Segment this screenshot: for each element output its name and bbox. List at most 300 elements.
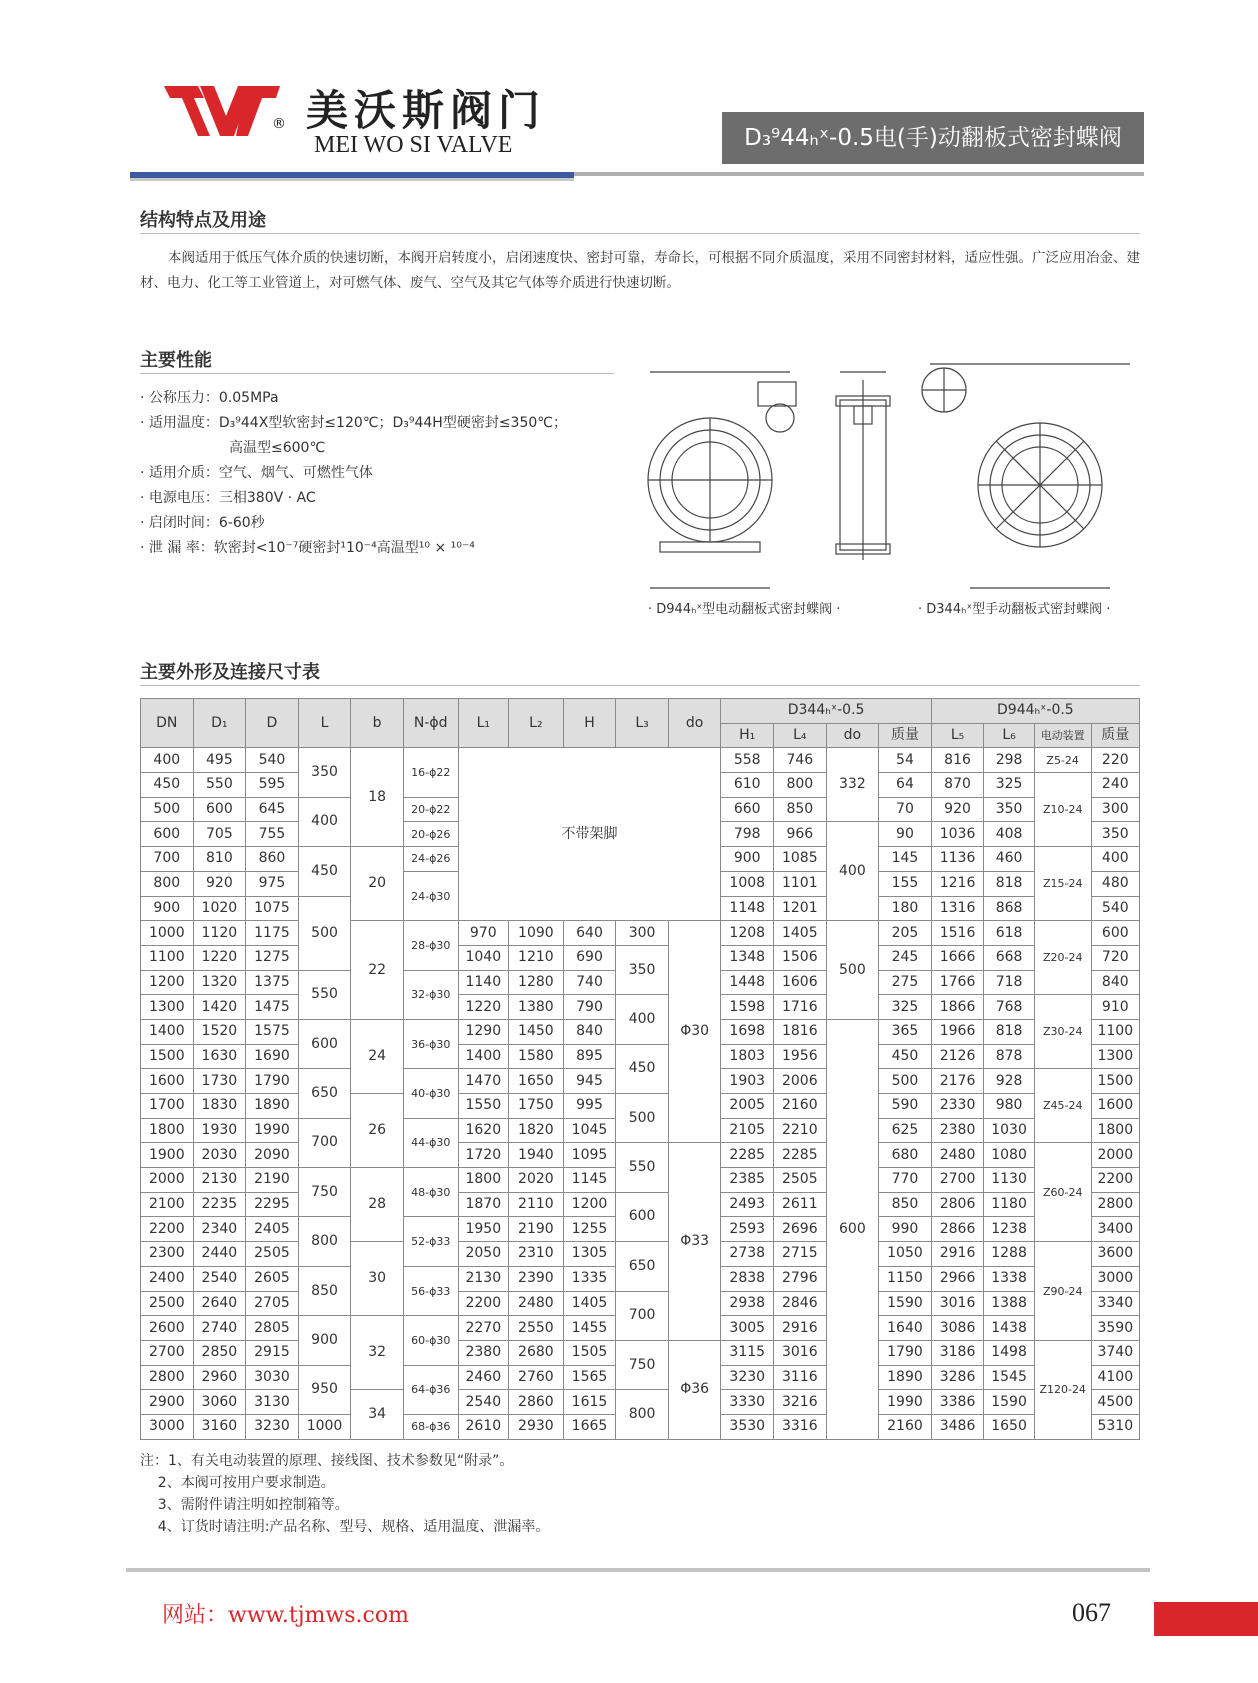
- cell-drive: Z15-24: [1034, 847, 1091, 921]
- cell-l1: 2130: [458, 1266, 508, 1291]
- cell-l: 500: [298, 896, 351, 970]
- cell-l5: 1216: [931, 871, 984, 896]
- perf-item: · 电源电压：三相380V · AC: [140, 490, 316, 506]
- table-row: [141, 1340, 1140, 1365]
- cell-l4: 2160: [774, 1094, 827, 1119]
- cell-l1: 2540: [458, 1390, 508, 1415]
- cell-nd: 60-ϕ30: [403, 1316, 458, 1365]
- manual-valve-front-drawing: [922, 364, 1130, 588]
- cell-h1: 1148: [721, 896, 774, 921]
- cell-l: 950: [298, 1365, 351, 1414]
- cell-mass1: 90: [879, 822, 932, 847]
- cell-l1: 2610: [458, 1414, 508, 1439]
- cell-h1: 1208: [721, 921, 774, 946]
- cell-dn: 2800: [141, 1365, 194, 1390]
- cell-mass2: 480: [1091, 871, 1139, 896]
- cell-drive: Z10-24: [1034, 773, 1091, 847]
- cell-l1: 2270: [458, 1316, 508, 1341]
- cell-l5: 1866: [931, 995, 984, 1020]
- cell-b: 34: [351, 1390, 404, 1439]
- cell-d1: 2440: [193, 1242, 246, 1267]
- cell-mass1: 1150: [879, 1266, 932, 1291]
- cell-dn: 2000: [141, 1168, 194, 1193]
- cell-l2: 1280: [509, 970, 564, 995]
- perf-item: · 启闭时间：6-60秒: [140, 515, 265, 531]
- cell-h1: 3230: [721, 1365, 774, 1390]
- cell-mass2: 3590: [1091, 1316, 1139, 1341]
- cell-l2: 2310: [509, 1242, 564, 1267]
- cell-l3: 300: [616, 921, 669, 946]
- section-title-dimensions: 主要外形及连接尺寸表: [140, 662, 320, 683]
- cell-l6: 1545: [984, 1365, 1034, 1390]
- cell-l1: 1400: [458, 1044, 508, 1069]
- cell-dn: 1400: [141, 1019, 194, 1044]
- cell-dn: 450: [141, 773, 194, 798]
- cell-b: 18: [351, 748, 404, 847]
- cell-h1: 3115: [721, 1340, 774, 1365]
- cell-d: 1075: [246, 896, 299, 921]
- cell-l6: 298: [984, 748, 1034, 773]
- cell-l3: 650: [616, 1242, 669, 1291]
- cell-h: 1455: [563, 1316, 616, 1341]
- notes: [140, 1450, 549, 1538]
- cell-l1: 2050: [458, 1242, 508, 1267]
- cell-l4: 1405: [774, 921, 827, 946]
- cell-l2: 2680: [509, 1340, 564, 1365]
- cell-d1: 2030: [193, 1143, 246, 1168]
- col-h1: H₁: [721, 723, 774, 748]
- cell-l6: 325: [984, 773, 1034, 798]
- cell-d: 1890: [246, 1094, 299, 1119]
- cell-mass1: 70: [879, 797, 932, 822]
- cell-l1: 1550: [458, 1094, 508, 1119]
- cell-h1: 3005: [721, 1316, 774, 1341]
- cell-h: 1095: [563, 1143, 616, 1168]
- header-rule-shadow: [130, 178, 574, 181]
- cell-l6: 818: [984, 871, 1034, 896]
- cell-h1: 660: [721, 797, 774, 822]
- registered-mark: ®: [272, 116, 286, 132]
- col-mass2: 质量: [1091, 723, 1139, 748]
- cell-dn: 1000: [141, 921, 194, 946]
- cell-l3: 750: [616, 1340, 669, 1389]
- cell-d1: 1630: [193, 1044, 246, 1069]
- cell-h: 790: [563, 995, 616, 1020]
- cell-d: 1275: [246, 945, 299, 970]
- cell-mass1: 1640: [879, 1316, 932, 1341]
- cell-drive: Z120-24: [1034, 1340, 1091, 1439]
- page-number: 067: [1072, 1598, 1111, 1627]
- cell-mass1: 180: [879, 896, 932, 921]
- cell-d1: 3060: [193, 1390, 246, 1415]
- cell-mass2: 300: [1091, 797, 1139, 822]
- cell-l4: 1085: [774, 847, 827, 872]
- cell-l: 1000: [298, 1414, 351, 1439]
- cell-mass2: 3600: [1091, 1242, 1139, 1267]
- cell-d: 975: [246, 871, 299, 896]
- cell-d1: 1320: [193, 970, 246, 995]
- cell-d: 1175: [246, 921, 299, 946]
- cell-mass2: 720: [1091, 945, 1139, 970]
- note-item: 2、本阀可按用户要求制造。: [140, 1475, 335, 1491]
- cell-h1: 1903: [721, 1069, 774, 1094]
- cell-l5: 3186: [931, 1340, 984, 1365]
- cell-mass1: 625: [879, 1118, 932, 1143]
- cell-d: 2405: [246, 1217, 299, 1242]
- cell-h1: 610: [721, 773, 774, 798]
- cell-h1: 2005: [721, 1094, 774, 1119]
- section-rule: [140, 685, 1140, 686]
- cell-d: 2295: [246, 1192, 299, 1217]
- cell-l5: 1966: [931, 1019, 984, 1044]
- cell-l2: 1450: [509, 1019, 564, 1044]
- cell-dn: 2900: [141, 1390, 194, 1415]
- cell-l6: 408: [984, 822, 1034, 847]
- cell-d1: 2235: [193, 1192, 246, 1217]
- cell-l4: 800: [774, 773, 827, 798]
- valve-drawings: [640, 360, 1140, 600]
- table-row: [141, 921, 1140, 946]
- cell-l2: 2760: [509, 1365, 564, 1390]
- cell-l3: 600: [616, 1192, 669, 1241]
- dimension-table: [140, 698, 1140, 1440]
- cell-l6: 1288: [984, 1242, 1034, 1267]
- cell-l5: 1766: [931, 970, 984, 995]
- col-l: L: [298, 699, 351, 748]
- cell-b: 22: [351, 921, 404, 1020]
- cell-b: 20: [351, 847, 404, 921]
- cell-mass1: 205: [879, 921, 932, 946]
- features-paragraph: 本阀适用于低压气体介质的快速切断，本阀开启转度小，启闭速度快、密封可靠，寿命长，可根据不同介质温度，采用不同密封材料，适应性强。广泛应用冶金、建材、电力、化工等工业管道上，对可燃气体、废气、空气及其它气体等介质进行快速切断。: [140, 250, 1140, 291]
- cell-l5: 2700: [931, 1168, 984, 1193]
- cell-l6: 1338: [984, 1266, 1034, 1291]
- cell-dn: 1200: [141, 970, 194, 995]
- cell-h1: 1698: [721, 1019, 774, 1044]
- cell-dn: 800: [141, 871, 194, 896]
- table-header-row: [141, 699, 1140, 724]
- cell-d: 1790: [246, 1069, 299, 1094]
- cell-l4: 1816: [774, 1019, 827, 1044]
- cell-h: 1505: [563, 1340, 616, 1365]
- cell-l4: 2916: [774, 1316, 827, 1341]
- cell-d1: 2540: [193, 1266, 246, 1291]
- cell-l5: 870: [931, 773, 984, 798]
- cell-l6: 1238: [984, 1217, 1034, 1242]
- cell-do2: 332: [826, 748, 879, 822]
- col-l5: L₅: [931, 723, 984, 748]
- cell-l2: 2390: [509, 1266, 564, 1291]
- cell-h1: 2838: [721, 1266, 774, 1291]
- cell-l4: 2696: [774, 1217, 827, 1242]
- cell-mass2: 4100: [1091, 1365, 1139, 1390]
- cell-h: 1335: [563, 1266, 616, 1291]
- cell-do: Φ30: [668, 921, 721, 1143]
- cell-l2: 1650: [509, 1069, 564, 1094]
- cell-l5: 2480: [931, 1143, 984, 1168]
- cell-drive: Z45-24: [1034, 1069, 1091, 1143]
- cell-d1: 1020: [193, 896, 246, 921]
- cell-dn: 1300: [141, 995, 194, 1020]
- cell-l5: 1516: [931, 921, 984, 946]
- cell-l6: 1180: [984, 1192, 1034, 1217]
- cell-l6: 928: [984, 1069, 1034, 1094]
- col-do2: do: [826, 723, 879, 748]
- cell-l6: 668: [984, 945, 1034, 970]
- cell-drive: Z5-24: [1034, 748, 1091, 773]
- col-nd: N-ϕd: [403, 699, 458, 748]
- cell-l2: 1090: [509, 921, 564, 946]
- cell-d1: 920: [193, 871, 246, 896]
- cell-mass1: 590: [879, 1094, 932, 1119]
- cell-d1: 495: [193, 748, 246, 773]
- cell-d: 2505: [246, 1242, 299, 1267]
- drawing-caption-electric: · D944ₕˣ型电动翻板式密封蝶阀 ·: [648, 602, 841, 617]
- cell-l2: 1580: [509, 1044, 564, 1069]
- cell-mass2: 600: [1091, 921, 1139, 946]
- cell-do2: 600: [826, 1019, 879, 1439]
- cell-nd: 48-ϕ30: [403, 1168, 458, 1217]
- cell-l: 450: [298, 847, 351, 896]
- cell-d: 595: [246, 773, 299, 798]
- cell-d1: 1420: [193, 995, 246, 1020]
- cell-l1: 2380: [458, 1340, 508, 1365]
- cell-mass1: 275: [879, 970, 932, 995]
- cell-l6: 1080: [984, 1143, 1034, 1168]
- cell-dn: 3000: [141, 1414, 194, 1439]
- table-row: [141, 1192, 1140, 1217]
- cell-mass2: 3000: [1091, 1266, 1139, 1291]
- table-row: [141, 1242, 1140, 1267]
- cell-d: 2605: [246, 1266, 299, 1291]
- footer-accent-block: [1154, 1602, 1258, 1636]
- cell-dn: 2600: [141, 1316, 194, 1341]
- cell-h: 1615: [563, 1390, 616, 1415]
- cell-d: 2705: [246, 1291, 299, 1316]
- cell-mass2: 240: [1091, 773, 1139, 798]
- cell-l1: 1040: [458, 945, 508, 970]
- cell-d: 755: [246, 822, 299, 847]
- cell-l5: 2966: [931, 1266, 984, 1291]
- cell-l4: 966: [774, 822, 827, 847]
- cell-h1: 558: [721, 748, 774, 773]
- cell-nd: 68-ϕ36: [403, 1414, 458, 1439]
- website-link[interactable]: 网站：www.tjmws.com: [162, 1603, 409, 1628]
- cell-h: 995: [563, 1094, 616, 1119]
- cell-h: 840: [563, 1019, 616, 1044]
- cell-l5: 3086: [931, 1316, 984, 1341]
- cell-d: 3030: [246, 1365, 299, 1390]
- cell-d: 540: [246, 748, 299, 773]
- cell-h1: 2493: [721, 1192, 774, 1217]
- cell-dn: 2400: [141, 1266, 194, 1291]
- cell-l6: 1590: [984, 1390, 1034, 1415]
- cell-l1: 970: [458, 921, 508, 946]
- cell-h1: 1598: [721, 995, 774, 1020]
- cell-nd: 20-ϕ26: [403, 822, 458, 847]
- cell-l5: 2806: [931, 1192, 984, 1217]
- cell-dn: 1700: [141, 1094, 194, 1119]
- cell-drive: Z90-24: [1034, 1242, 1091, 1341]
- cell-b: 30: [351, 1242, 404, 1316]
- cell-d: 2805: [246, 1316, 299, 1341]
- table-row: [141, 748, 1140, 773]
- section-rule: [140, 233, 1140, 234]
- cell-d1: 2850: [193, 1340, 246, 1365]
- cell-mass2: 400: [1091, 847, 1139, 872]
- cell-mass1: 245: [879, 945, 932, 970]
- cell-dn: 1800: [141, 1118, 194, 1143]
- cell-d1: 550: [193, 773, 246, 798]
- cell-l: 850: [298, 1266, 351, 1315]
- cell-h1: 1448: [721, 970, 774, 995]
- cell-h: 1565: [563, 1365, 616, 1390]
- cell-d1: 1730: [193, 1069, 246, 1094]
- cell-mass1: 155: [879, 871, 932, 896]
- cell-l4: 1716: [774, 995, 827, 1020]
- cell-nd: 40-ϕ30: [403, 1069, 458, 1118]
- cell-l5: 3016: [931, 1291, 984, 1316]
- cell-l6: 818: [984, 1019, 1034, 1044]
- cell-mass2: 1800: [1091, 1118, 1139, 1143]
- table-row: [141, 1094, 1140, 1119]
- col-drive: 电动装置: [1034, 723, 1091, 748]
- cell-d: 645: [246, 797, 299, 822]
- cell-l: 700: [298, 1118, 351, 1167]
- cell-dn: 2500: [141, 1291, 194, 1316]
- cell-nd: 32-ϕ30: [403, 970, 458, 1019]
- cell-dn: 500: [141, 797, 194, 822]
- drawing-caption-manual: · D344ₕˣ型手动翻板式密封蝶阀 ·: [918, 602, 1111, 617]
- cell-l3: 450: [616, 1044, 669, 1093]
- electric-valve-front-drawing: [648, 372, 796, 588]
- col-d1: D₁: [193, 699, 246, 748]
- cell-l5: 1666: [931, 945, 984, 970]
- cell-l2: 1750: [509, 1094, 564, 1119]
- cell-h: 1145: [563, 1168, 616, 1193]
- cell-mass1: 1590: [879, 1291, 932, 1316]
- cell-dn: 2200: [141, 1217, 194, 1242]
- cell-l3: 400: [616, 995, 669, 1044]
- cell-mass2: 840: [1091, 970, 1139, 995]
- cell-mass2: 2000: [1091, 1143, 1139, 1168]
- cell-l2: 2020: [509, 1168, 564, 1193]
- perf-item: · 适用介质：空气、烟气、可燃性气体: [140, 465, 373, 481]
- cell-l: 650: [298, 1069, 351, 1118]
- cell-h1: 2593: [721, 1217, 774, 1242]
- cell-mass2: 4500: [1091, 1390, 1139, 1415]
- cell-h: 1305: [563, 1242, 616, 1267]
- cell-l2: 2190: [509, 1217, 564, 1242]
- section-title-features: 结构特点及用途: [140, 210, 266, 231]
- cell-d1: 1520: [193, 1019, 246, 1044]
- cell-l1: 1220: [458, 995, 508, 1020]
- cell-l4: 1101: [774, 871, 827, 896]
- cell-d1: 1830: [193, 1094, 246, 1119]
- cell-l: 400: [298, 797, 351, 846]
- cell-l2: 1940: [509, 1143, 564, 1168]
- cell-l6: 878: [984, 1044, 1034, 1069]
- cell-nd: 16-ϕ22: [403, 748, 458, 797]
- cell-h: 1200: [563, 1192, 616, 1217]
- section-title-performance: 主要性能: [140, 350, 212, 371]
- cell-nd: 56-ϕ33: [403, 1266, 458, 1315]
- section-rule: [140, 373, 614, 374]
- cell-h1: 2105: [721, 1118, 774, 1143]
- cell-l6: 768: [984, 995, 1034, 1020]
- cell-mass1: 2160: [879, 1414, 932, 1439]
- cell-do2: 400: [826, 822, 879, 921]
- cell-nd: 64-ϕ36: [403, 1365, 458, 1414]
- cell-d1: 600: [193, 797, 246, 822]
- cell-l4: 1201: [774, 896, 827, 921]
- cell-mass1: 145: [879, 847, 932, 872]
- cell-l5: 3486: [931, 1414, 984, 1439]
- perf-item: 高温型≤600℃: [140, 440, 326, 456]
- cell-b: 26: [351, 1094, 404, 1168]
- cell-h: 740: [563, 970, 616, 995]
- cell-d1: 2960: [193, 1365, 246, 1390]
- note-item: 注：1、有关电动装置的原理、接线图、技术参数见“附录”。: [140, 1453, 514, 1469]
- cell-l3: 550: [616, 1143, 669, 1192]
- cell-dn: 1900: [141, 1143, 194, 1168]
- cell-l1: 1720: [458, 1143, 508, 1168]
- cell-dn: 600: [141, 822, 194, 847]
- cell-do2: 500: [826, 921, 879, 1020]
- cell-h: 895: [563, 1044, 616, 1069]
- table-row: [141, 1291, 1140, 1316]
- cell-mass2: 5310: [1091, 1414, 1139, 1439]
- cell-l6: 1498: [984, 1340, 1034, 1365]
- cell-l2: 1380: [509, 995, 564, 1020]
- cell-mass2: 350: [1091, 822, 1139, 847]
- cell-l5: 2176: [931, 1069, 984, 1094]
- cell-l4: 2611: [774, 1192, 827, 1217]
- cell-mass2: 220: [1091, 748, 1139, 773]
- cell-d1: 1120: [193, 921, 246, 946]
- valve-side-drawing: [836, 372, 890, 560]
- cell-l5: 2330: [931, 1094, 984, 1119]
- cell-do: Φ36: [668, 1340, 721, 1439]
- cell-d: 2915: [246, 1340, 299, 1365]
- cell-l: 900: [298, 1316, 351, 1365]
- brand-logo-mark: [164, 82, 280, 140]
- cell-l4: 1506: [774, 945, 827, 970]
- col-h: H: [563, 699, 616, 748]
- cell-l4: 2846: [774, 1291, 827, 1316]
- cell-d: 1475: [246, 995, 299, 1020]
- cell-d: 2090: [246, 1143, 299, 1168]
- cell-l5: 3386: [931, 1390, 984, 1415]
- cell-dn: 1500: [141, 1044, 194, 1069]
- table-row: [141, 1044, 1140, 1069]
- cell-mass1: 450: [879, 1044, 932, 1069]
- cell-d1: 3160: [193, 1414, 246, 1439]
- cell-d: 1690: [246, 1044, 299, 1069]
- cell-l1: 1620: [458, 1118, 508, 1143]
- cell-l4: 2715: [774, 1242, 827, 1267]
- cell-h1: 1008: [721, 871, 774, 896]
- cell-nd: 28-ϕ30: [403, 921, 458, 970]
- col-b: b: [351, 699, 404, 748]
- cell-d1: 810: [193, 847, 246, 872]
- cell-l3: 800: [616, 1390, 669, 1439]
- cell-mass1: 850: [879, 1192, 932, 1217]
- cell-d: 3230: [246, 1414, 299, 1439]
- cell-l1: 2200: [458, 1291, 508, 1316]
- cell-no-stand: 不带架脚: [458, 748, 721, 921]
- cell-l5: 3286: [931, 1365, 984, 1390]
- cell-mass2: 910: [1091, 995, 1139, 1020]
